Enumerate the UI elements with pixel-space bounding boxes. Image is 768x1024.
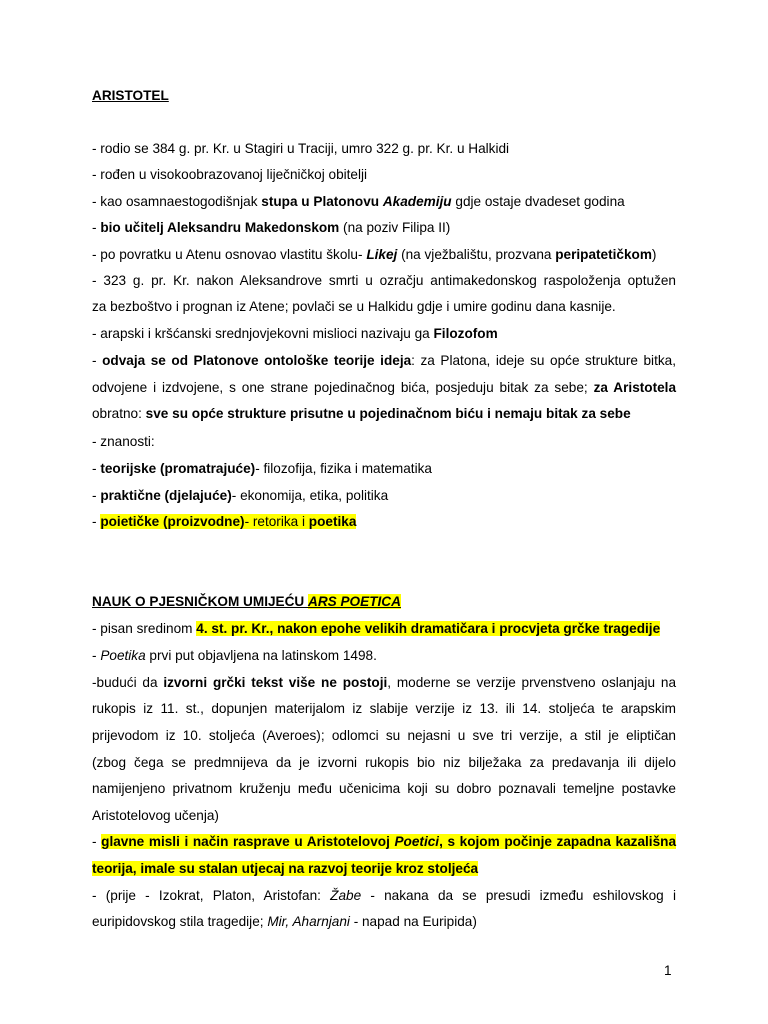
paragraph-line: prijevodom iz 10. stoljeća (Averoes); odlomci su nejasni u sve tri verzije, a stil je eliptičan [92, 728, 676, 743]
list-item: - praktične (djelajuće)- ekonomija, etika, politika [92, 488, 389, 503]
paragraph-line: - pisan sredinom 4. st. pr. Kr., nakon epohe velikih dramatičara i procvjeta grčke tragedije [92, 621, 661, 636]
paragraph-line: odvojene i izdvojene, s one strane pojedinačnog bića, posjeduju bitak za sebe; za Aristotela [92, 380, 677, 395]
paragraph-line: - odvaja se od Platonove ontološke teorije ideja: za Platona, ideje su opće strukture bitka, [92, 353, 676, 368]
paragraph-line: - znanosti: [92, 434, 155, 449]
paragraph-line: - rodio se 384 g. pr. Kr. u Stagiri u Traciji, umro 322 g. pr. Kr. u Halkidi [92, 141, 510, 156]
paragraph-line: euripidovskog stila tragedije; Mir, Aharnjani - napad na Euripida) [92, 914, 477, 929]
paragraph-line: - 323 g. pr. Kr. nakon Aleksandrove smrti u ozračju antimakedonskog raspoloženja optužen [92, 273, 676, 288]
paragraph-line: - rođen u visokoobrazovanoj liječničkoj obitelji [92, 167, 368, 182]
paragraph-line: za bezboštvo i prognan iz Atene; povlači se u Halkidu gdje i umire godinu dana kasnije. [92, 299, 616, 314]
section-title-ars-poetica: NAUK O PJESNIČKOM UMIJEĆU ARS POETICA [92, 594, 401, 609]
paragraph-line: - Poetika prvi put objavljena na latinskom 1498. [92, 648, 377, 663]
paragraph-line: - (prije - Izokrat, Platon, Aristofan: Žabe - nakana da se presudi između eshilovskog i [92, 888, 676, 903]
paragraph-line-highlighted: teorija, imale su stalan utjecaj na razvoj teorije kroz stoljeća [92, 861, 479, 876]
list-item-highlighted: - poietičke (proizvodne)- retorika i poetika [92, 514, 357, 529]
section-title-aristotel: ARISTOTEL [92, 88, 169, 103]
paragraph-line: namijenjeno privatnom kruženju među učenicima koji su dobro poznavali temeljne postavke [92, 781, 676, 796]
paragraph-line-highlighted: - glavne misli i način rasprave u Aristotelovoj Poetici, s kojom počinje zapadna kazališna [92, 834, 677, 849]
paragraph-line: - po povratku u Atenu osnovao vlastitu školu- Likej (na vježbalištu, prozvana peripatetičkom) [92, 247, 657, 262]
paragraph-line: (zbog čega se predmnijeva da je izvorni rukopis bio niz bilježaka za predavanja ili dijelo [92, 755, 676, 770]
list-item: - teorijske (promatrajuće)- filozofija, fizika i matematika [92, 461, 432, 476]
paragraph-line: Aristotelovog učenja) [92, 808, 219, 823]
paragraph-line: - arapski i kršćanski srednjovjekovni mislioci nazivaju ga Filozofom [92, 326, 498, 341]
paragraph-line: - bio učitelj Aleksandru Makedonskom (na poziv Filipa II) [92, 220, 451, 235]
page-number: 1 [664, 963, 672, 978]
paragraph-line: rukopis iz 11. st., dopunjen materijalom iz slabije verzije iz 13. ili 14. stoljeća te arapskim [92, 701, 676, 716]
paragraph-line: obratno: sve su opće strukture prisutne u pojedinačnom biću i nemaju bitak za sebe [92, 406, 631, 421]
paragraph-line: -budući da izvorni grčki tekst više ne postoji, moderne se verzije prvenstveno oslanjaju na [92, 675, 676, 690]
paragraph-line: - kao osamnaestogodišnjak stupa u Platonovu Akademiju gdje ostaje dvadeset godina [92, 194, 625, 209]
